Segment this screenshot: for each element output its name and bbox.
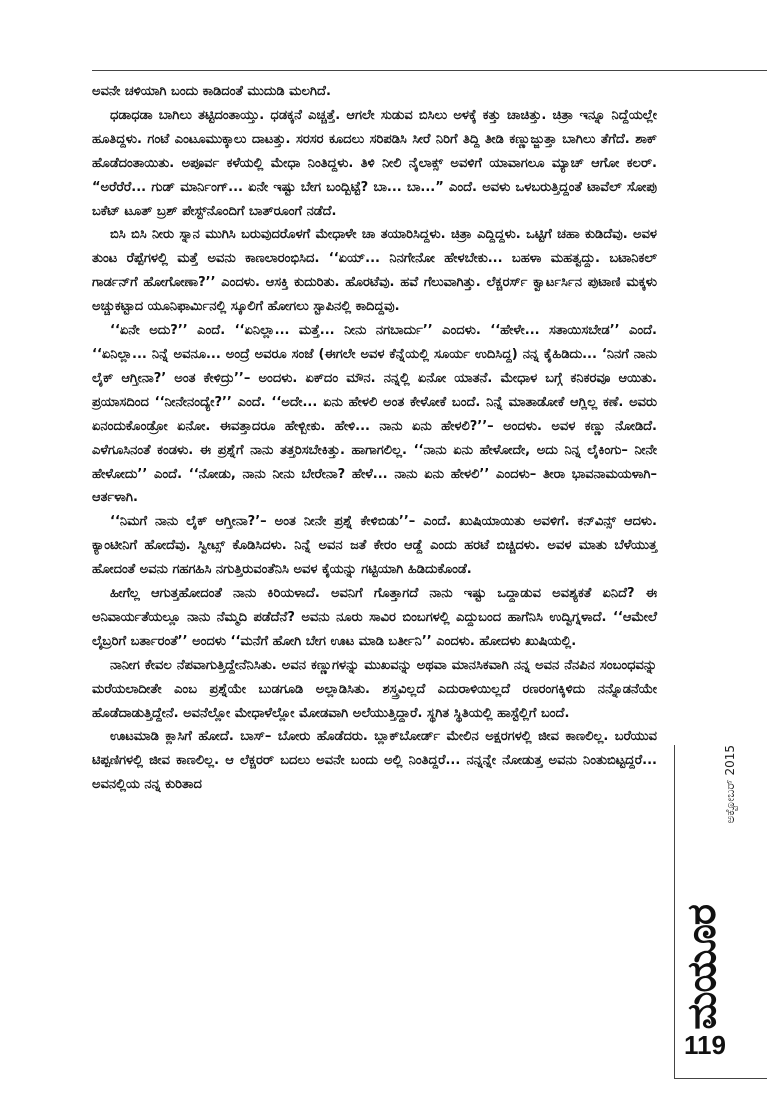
paragraph-8: ಊಟಮಾಡಿ ಕ್ಲಾಸಿಗೆ ಹೋದೆ. ಬಾಸ್– ಬೋರು ಹೊಡೆದರು. ಬ್ಲಾಕ್‌ಬೋರ್ಡ್ ಮೇಲಿನ ಅಕ್ಷರಗಳಲ್ಲಿ ಜೀವ ಕಾಣಲಿಲ್ಲ. ಬರೆಯುವ ಟಿಪ್ಪಣಿಗಳಲ್ಲಿ ಜೀವ ಕಾಣಲಿಲ್ಲ. ಆ ಲೆಕ್ಚರರ್ ಬದಲು ಅವನೇ ಬಂದು ಅಲ್ಲಿ ನಿಂತಿದ್ದರೆ... ನನ್ನನ್ನೇ ನೋಡುತ್ತ ಅವನು ನಿಂತುಬಿಟ್ಟದ್ದರೆ... ಅವನಲ್ಲಿಯ ನನ್ನ ಕುರಿತಾದ <box>92 729 657 793</box>
paragraph-4: ‘‘ಏನೇ ಅದು?’’ ಎಂದೆ. ‘‘ಏನಿಲ್ಲಾ... ಮತ್ತೆ... ನೀನು ನಗಬಾರ್ದು’’ ಎಂದಳು. ‘‘ಹೇಳೇ... ಸತಾಯಿಸಬೇಡ’’ ಎಂದೆ. ‘‘ಏನಿಲ್ಲಾ... ನಿನ್ನೆ ಅವನೂ... ಅಂದ್ರೆ ಅವರೂ ಸಂಜೆ (ಈಗಲೇ ಅವಳ ಕೆನ್ನೆಯಲ್ಲಿ ಸೂರ್ಯ ಉದಿಸಿದ್ದ) ನನ್ನ ಕೈಹಿಡಿದು... ‘ನಿನಗೆ ನಾನು ಲೈಕ್ ಆಗ್ತೀನಾ?’ ಅಂತ ಕೇಳಿದ್ರು’’– ಅಂದಳು. ಏಕ್‌ದಂ ಮೌನ. ನನ್ನಲ್ಲಿ ಏನೋ ಯಾತನೆ. ಮೇಧಾಳ ಬಗ್ಗೆ ಕನಿಕರವೂ ಆಯಿತು. ಪ್ರಯಾಸದಿಂದ ‘‘ನೀನೇನಂದ್ಯೇ?’’ ಎಂದೆ. ‘‘ಅದೇ... ಏನು ಹೇಳಲಿ ಅಂತ ಕೇಳೋಕೆ ಬಂದೆ. ನಿನ್ನೆ ಮಾತಾಡೋಕೆ ಆಗ್ಲಿಲ್ಲ ಕಣೆ. ಅವರು ಏನಂದುಕೊಂಡ್ರೋ ಏನೋ. ಈವತ್ತಾದರೂ ಹೇಳ್ಬೀಕು. ಹೇಳಿ... ನಾನು ಏನು ಹೇಳಲಿ?’’– ಅಂದಳು. ಅವಳ ಕಣ್ಣು ನೋಡಿದೆ. ಎಳೆಗೂಸಿನಂತೆ ಕಂಡಳು. ಈ ಪ್ರಶ್ನೆಗೆ ನಾನು ತತ್ತರಿಸಬೇಕಿತ್ತು. ಹಾಗಾಗಲಿಲ್ಲ. ‘‘ನಾನು ಏನು ಹೇಳೋದೇ, ಅದು ನಿನ್ನ ಲೈಕಿಂಗು– ನೀನೇ ಹೇಳೋದು’’ ಎಂದೆ. ‘‘ನೋಡು, ನಾನು ನೀನು ಬೇರೇನಾ? ಹೇಳೆ... ನಾನು ಏನು ಹೇಳಲಿ’’ ಎಂದಳು– ತೀರಾ ಭಾವನಾಮಯಳಾಗಿ– ಆರ್ತಳಾಗಿ. <box>92 323 657 506</box>
top-divider <box>92 70 767 71</box>
paragraph-6: ಹೀಗೆಲ್ಲ ಆಗುತ್ತಹೋದಂತೆ ನಾನು ಕಿರಿಯಳಾದೆ. ಅವನಿಗೆ ಗೊತ್ತಾಗದೆ ನಾನು ಇಷ್ಟು ಒದ್ದಾಡುವ ಅವಶ್ಯಕತೆ ಏನಿದೆ? ಈ ಅನಿವಾರ್ಯತೆಯಲ್ಲೂ ನಾನು ನೆಮ್ಮದಿ ಪಡೆದೆನೆ? ಅವನು ನೂರು ಸಾವಿರ ಬಿಂಬಗಳಲ್ಲಿ ಎದ್ದುಬಂದ ಹಾಗೆನಿಸಿ ಉದ್ವಿಗ್ನಳಾದೆ. ‘‘ಆಮೇಲೆ ಲೈಬ್ರರಿಗೆ ಬರ್ತಾರಂತೆ’’ ಅಂದಳು ‘‘ಮನೆಗೆ ಹೋಗಿ ಬೇಗ ಊಟ ಮಾಡಿ ಬರ್ತೀನಿ’’ ಎಂದಳು. ಹೋದಳು ಖುಷಿಯಲ್ಲಿ. <box>92 586 657 649</box>
magazine-logo: ಮಯೂರ <box>679 905 725 1030</box>
paragraph-5: ‘‘ನಿಮಗೆ ನಾನು ಲೈಕ್ ಆಗ್ತೀನಾ?’– ಅಂತ ನೀನೇ ಪ್ರಶ್ನೆ ಕೇಳಿಬಿಡು’’– ಎಂದೆ. ಖುಷಿಯಾಯಿತು ಅವಳಿಗೆ. ಕನ್‌ವಿನ್ಸ್ ಆದಳು. ಕ್ಯಾಂಟೀನಿಗೆ ಹೋದೆವು. ಸ್ವೀಟ್ಸ್ ಕೊಡಿಸಿದಳು. ನಿನ್ನೆ ಅವನ ಜತೆ ಕೇರಂ ಆಡ್ದೆ ಎಂದು ಹರಟೆ ಬಿಚ್ಚಿದಳು. ಅವಳ ಮಾತು ಬೆಳೆಯುತ್ತ ಹೋದಂತೆ ಅವನು ಗಹಗಹಿಸಿ ನಗುತ್ತಿರುವಂತೆನಿಸಿ ಅವಳ ಕೈಯನ್ನು ಗಟ್ಟಿಯಾಗಿ ಹಿಡಿದುಕೊಂಡೆ. <box>92 514 657 578</box>
issue-date: ಅಕ್ಟೋಬರ್ 2015 <box>723 745 737 824</box>
sidebar-divider <box>674 745 675 1078</box>
page-number: 119 <box>684 1030 726 1060</box>
paragraph-3: ಬಿಸಿ ಬಿಸಿ ನೀರು ಸ್ನಾನ ಮುಗಿಸಿ ಬರುವುದರೊಳಗೆ ಮೇಧಾಳೇ ಚಾ ತಯಾರಿಸಿದ್ದಳು. ಚಿತ್ರಾ ಎದ್ದಿದ್ದಳು. ಒಟ್ಟಿಗೆ ಚಹಾ ಕುಡಿದೆವು. ಅವಳ ತುಂಟ ರೆಪ್ಪೆಗಳಲ್ಲಿ ಮತ್ತೆ ಅವನು ಕಾಣಲಾರಂಭಿಸಿದ. ‘‘ಏಯ್... ನಿನಗೇನೋ ಹೇಳಬೇಕು... ಬಹಳಾ ಮಹತ್ವದ್ದು. ಬಟಾನಿಕಲ್ ಗಾರ್ಡನ್‌ಗೆ ಹೋಗೋಣಾ?’’ ಎಂದಳು. ಆಸಕ್ತಿ ಕುದುರಿತು. ಹೊರಟೆವು. ಹವೆ ಗೆಲುವಾಗಿತ್ತು. ಲೆಕ್ಚರರ್ಸ್ ಕ್ವಾರ್ಟರ್ಸಿನ ಪುಟಾಣಿ ಮಕ್ಕಳು ಅಚ್ಚುಕಟ್ಟಾದ ಯೂನಿಫಾರ್ಮಿನಲ್ಲಿ ಸ್ಕೂಲಿಗೆ ಹೋಗಲು ಸ್ಟಾಪಿನಲ್ಲಿ ಕಾದಿದ್ದವು. <box>92 227 657 315</box>
paragraph-1: ಅವನೇ ಚಳಿಯಾಗಿ ಬಂದು ಕಾಡಿದಂತೆ ಮುದುಡಿ ಮಲಗಿದೆ. <box>92 84 331 99</box>
paragraph-2: ಧಡಾಧಡಾ ಬಾಗಿಲು ತಟ್ಟಿದಂತಾಯ್ತು. ಧಡಕ್ಕನೆ ಎಚ್ಚತ್ತೆ. ಆಗಲೇ ಸುಡುವ ಬಿಸಿಲು ಅಳಕ್ಕೆ ಕತ್ತು ಚಾಚಿತ್ತು. ಚಿತ್ರಾ ಇನ್ನೂ ನಿದ್ದೆಯಲ್ಲೇ ಹೂತಿದ್ದಳು. ಗಂಟೆ ಎಂಟೂಮುಕ್ಕಾಲು ದಾಟತ್ತು. ಸರಸರ ಕೂದಲು ಸರಿಪಡಿಸಿ ಸೀರೆ ನಿರಿಗೆ ತಿದ್ದಿ ತೀಡಿ ಕಣ್ಣುಜ್ಜುತ್ತಾ ಬಾಗಿಲು ತೆಗೆದೆ. ಶಾಕ್ ಹೊಡೆದಂತಾಯಿತು. ಅಪೂರ್ವ ಕಳೆಯಲ್ಲಿ ಮೇಧಾ ನಿಂತಿದ್ದಳು. ತಿಳಿ ನೀಲಿ ನೈಲಾಕ್ಸ್ ಅವಳಿಗೆ ಯಾವಾಗಲೂ ಮ್ಯಾಚ್ ಆಗೋ ಕಲರ್. “ಅರೆರೆರೆ... ಗುಡ್ ಮಾರ್ನಿಂಗ್... ಏನೇ ಇಷ್ಟು ಬೇಗ ಬಂದ್ಬಿಟ್ಟೆ? ಬಾ... ಬಾ...” ಎಂದೆ. ಅವಳು ಒಳಬರುತ್ತಿದ್ದಂತೆ ಟಾವೆಲ್ ಸೋಪು ಬಕೆಟ್ ಟೂತ್ ಬ್ರಶ್ ಪೇಸ್ಟ್‌ನೊಂದಿಗೆ ಬಾತ್‌ರೂಂಗೆ ನಡೆದೆ. <box>92 107 657 219</box>
paragraph-7: ನಾನೀಗ ಕೇವಲ ನೆಪವಾಗುತ್ತಿದ್ದೇನೆನಿಸಿತು. ಅವನ ಕಣ್ಣುಗಳನ್ನು ಮುಖವನ್ನು ಅಥವಾ ಮಾನಸಿಕವಾಗಿ ನನ್ನ ಅವನ ನೆನಪಿನ ಸಂಬಂಧವನ್ನು ಮರೆಯಲಾದೀತೇ ಎಂಬ ಪ್ರಶ್ನೆಯೇ ಬುಡಗೂಡಿ ಅಲ್ಲಾಡಿಸಿತು. ಶಸ್ತ್ರವಿಲ್ಲದೆ ಎದುರಾಳಿಯಿಲ್ಲದೆ ರಣರಂಗಕ್ಕಿಳಿದು ನನ್ನೊಡನೆಯೇ ಹೊಡೆದಾಡುತ್ತಿದ್ದೇನೆ. ಅವನೆಲ್ಲೋ ಮೇಧಾಳೆಲ್ಲೋ ಮೋಡವಾಗಿ ಅಲೆಯುತ್ತಿದ್ದಾರೆ. ಸ್ಥಗಿತ ಸ್ಥಿತಿಯಲ್ಲಿ ಹಾಸ್ಟೆಲ್ಲಿಗೆ ಬಂದೆ. <box>92 657 657 721</box>
footer-divider <box>674 1078 767 1079</box>
article-body <box>92 80 657 797</box>
